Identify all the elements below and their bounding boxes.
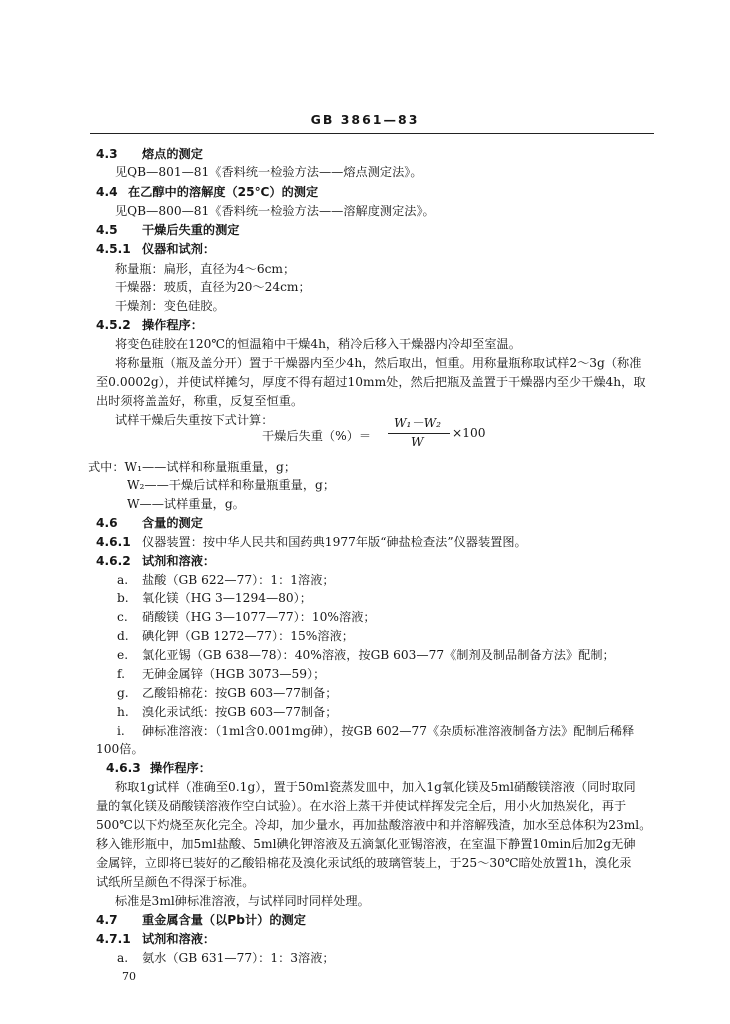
list-label: c.: [117, 610, 128, 624]
list-label: i.: [117, 724, 125, 738]
list-label: g.: [117, 686, 129, 700]
list-item: 无砷金属锌（HGB 3073—59）；: [142, 667, 326, 681]
formula-numerator: W₁－W₂: [394, 416, 442, 430]
list-item: 氨水（GB 631—77）：1：3溶液；: [142, 951, 335, 965]
list-item: 硝酸镁（HG 3—1077—77）：10%溶液；: [142, 610, 376, 624]
body-line: 至0.0002g），并使试样摊匀，厚度不得有超过10mm处，然后把瓶及盖置于干燥器内至少干燥4h，取: [96, 375, 646, 389]
section-number: 4.7.1: [96, 932, 131, 946]
body-line: 标准是3ml砷标准溶液，与试样同时同样处理。: [115, 894, 370, 908]
body-line: 见QB—801—81《香料统一检验方法——熔点测定法》。: [115, 165, 423, 179]
body-line: 试纸所呈颜色不得深于标准。: [96, 875, 255, 889]
formula-denominator: W: [411, 435, 424, 449]
body-line: 100倍。: [96, 742, 144, 756]
section-title: 试剂和溶液：: [142, 932, 216, 946]
section-number: 4.3: [96, 147, 118, 161]
body-line: 干燥剂：变色硅胶。: [115, 299, 225, 313]
body-line: 移入锥形瓶中，加5ml盐酸、5ml碘化钾溶液及五滴氯化亚锡溶液，在室温下静置10min后加2g无砷: [96, 837, 636, 851]
section-number: 4.5: [96, 223, 118, 237]
list-label: h.: [117, 705, 129, 719]
list-item: 氯化亚锡（GB 638—78）：40%溶液，按GB 603—77《制剂及制品制备方法》配制；: [142, 648, 615, 662]
body-line: 500℃以下灼烧至灰化完全。冷却，加少量水，再加盐酸溶液中和并溶解残渣，加水至总体积为23ml。: [96, 818, 652, 832]
section-title: 在乙醇中的溶解度（25℃）的测定: [128, 185, 319, 199]
list-label: e.: [117, 648, 129, 662]
body-line: 干燥器：玻质，直径为20～24cm；: [115, 280, 311, 294]
body-line: 量的氧化镁及硝酸镁溶液作空白试验）。在水浴上蒸干并使试样挥发完全后，用小火加热炭化，再于: [96, 799, 627, 813]
section-title: 操作程序：: [150, 761, 211, 775]
variable-definition: W₂——干燥后试样和称量瓶重量，g；: [127, 478, 336, 492]
variable-definition: 式中：W₁——试样和称量瓶重量，g；: [88, 460, 297, 474]
list-label: a.: [117, 951, 129, 965]
list-label: d.: [117, 629, 129, 643]
body-line: 金属锌，立即将已装好的乙酸铅棉花及溴化汞试纸的玻璃管装上，于25～30℃暗处放置1h，溴化汞: [96, 856, 632, 870]
body-line: 称取1g试样（准确至0.1g），置于50ml瓷蒸发皿中，加入1g氧化镁及5ml硝酸镁溶液（同时取同: [115, 780, 636, 794]
body-line: 出时须将盖盖好，称重，反复至恒重。: [96, 394, 304, 408]
page-header-standard-number: GB 3861—83: [310, 112, 420, 127]
section-number: 4.6: [96, 516, 118, 530]
header-rule: [90, 133, 654, 134]
list-item: 盐酸（GB 622—77）：1：1溶液；: [142, 573, 335, 587]
section-title: 仪器和试剂：: [142, 242, 216, 256]
section-number: 4.6.2: [96, 554, 131, 568]
weight-loss-formula: [262, 414, 486, 454]
list-item: 溴化汞试纸：按GB 603—77制备；: [142, 705, 338, 719]
body-line: 将变色硅胶在120℃的恒温箱中干燥4h，稍冷后移入干燥器内冷却至室温。: [115, 337, 521, 351]
variable-definition: W——试样重量，g。: [127, 497, 245, 511]
section-number: 4.4: [96, 185, 118, 199]
section-title: 重金属含量（以Pb计）的测定: [142, 913, 306, 927]
list-label: a.: [117, 573, 129, 587]
page-number: 70: [122, 970, 136, 983]
formula-multiplier: ×100: [452, 426, 486, 440]
list-item: 碘化钾（GB 1272—77）：15%溶液；: [142, 629, 354, 643]
section-number: 4.7: [96, 913, 118, 927]
section-title: 干燥后失重的测定: [142, 223, 240, 237]
section-title: 含量的测定: [142, 516, 203, 530]
body-line: 将称量瓶（瓶及盖分开）置于干燥器内至少4h，然后取出，恒重。用称量瓶称取试样2～3g（称准: [115, 356, 642, 370]
section-number: 4.6.3: [106, 761, 141, 775]
section-title: 操作程序：: [142, 318, 203, 332]
section-number: 4.5.2: [96, 318, 131, 332]
body-line: 称量瓶：扁形，直径为4～6cm；: [115, 262, 296, 276]
section-number: 4.5.1: [96, 242, 131, 256]
fraction-bar: [388, 433, 450, 434]
body-line: 试样干燥后失重按下式计算：: [115, 413, 274, 427]
section-title: 仪器装置：按中华人民共和国药典1977年版“砷盐检查法”仪器装置图。: [142, 535, 527, 549]
formula-lhs: 干燥后失重（%）＝: [262, 429, 372, 443]
list-label: b.: [117, 591, 129, 605]
list-label: f.: [117, 667, 125, 681]
list-item: 氧化镁（HG 3—1294—80）；: [142, 591, 312, 605]
section-title: 试剂和溶液：: [142, 554, 216, 568]
body-line: 见QB—800—81《香料统一检验方法——溶解度测定法》。: [115, 204, 435, 218]
list-item: 乙酸铅棉花：按GB 603—77制备；: [142, 686, 338, 700]
list-item: 砷标准溶液：（1ml含0.001mg砷），按GB 602—77《杂质标准溶液制备方法》配制后稀释: [142, 724, 635, 738]
section-number: 4.6.1: [96, 535, 131, 549]
section-title: 熔点的测定: [142, 147, 203, 161]
